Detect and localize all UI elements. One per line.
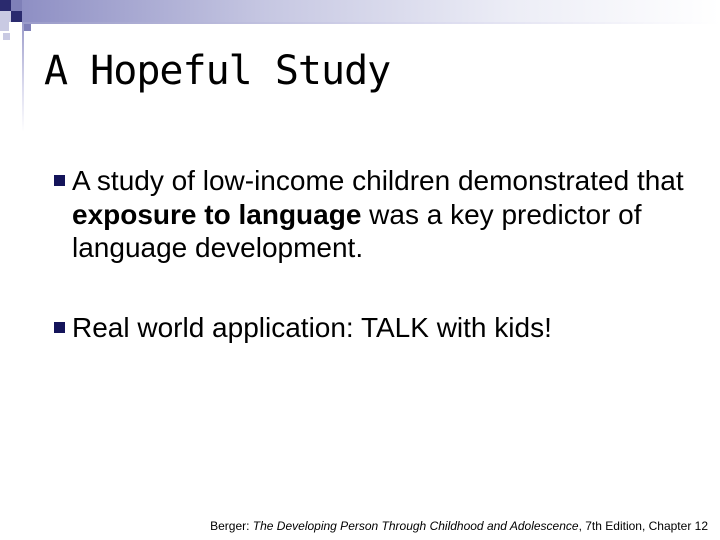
decor-square [11, 0, 22, 11]
square-bullet-icon [54, 322, 65, 333]
bullet-list [54, 164, 694, 390]
citation-footer [210, 519, 708, 533]
slide-title: A Hopeful Study [44, 48, 391, 94]
bullet-item [54, 311, 694, 345]
bullet-text-emphasis: exposure to language [72, 198, 362, 230]
footer-suffix: , 7th Edition, Chapter 12 [578, 519, 708, 533]
decor-square [0, 22, 9, 31]
bullet-item [54, 164, 694, 265]
square-bullet-icon [54, 175, 65, 186]
bullet-text-part: was a key predictor of language development. [72, 198, 642, 264]
header-rule [22, 22, 720, 24]
header-banner [22, 0, 720, 22]
bullet-text: Real world application: TALK with kids! [72, 311, 552, 343]
decor-square [11, 11, 22, 22]
bullet-text-part: A study of low-income children demonstrated that [72, 165, 684, 196]
footer-prefix: Berger: [210, 519, 253, 533]
decor-square [3, 33, 10, 40]
decor-square [0, 11, 11, 22]
decor-square [0, 0, 11, 11]
bullet-text [72, 164, 694, 265]
side-rule [22, 22, 24, 132]
footer-book-title: The Developing Person Through Childhood and Adolescence [252, 519, 579, 533]
